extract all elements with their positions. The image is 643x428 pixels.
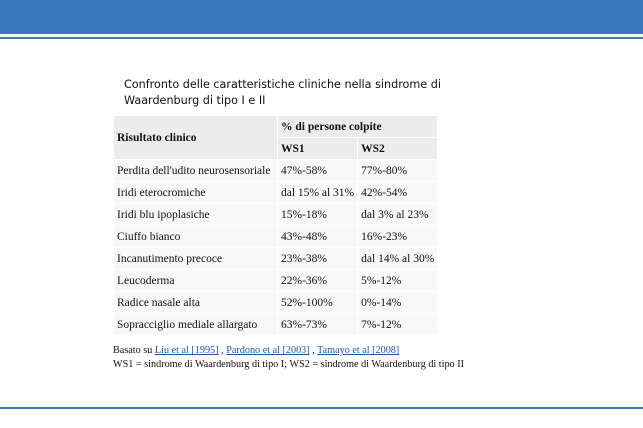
source-citation bbox=[113, 345, 399, 356]
source-link-tamayo[interactable]: Tamayo et al [2008] bbox=[317, 345, 400, 356]
header-affected-percent: % di persone colpite bbox=[278, 116, 438, 138]
footer-divider bbox=[0, 407, 643, 409]
source-separator: , bbox=[218, 345, 227, 356]
abbreviation-legend: WS1 = sindrome di Waardenburg di tipo I; WS2 = sindrome di Waardenburg di tipo II bbox=[113, 359, 464, 370]
row-ws2-value: 77%-80% bbox=[358, 160, 438, 182]
table-row bbox=[114, 204, 438, 226]
row-label: Sopracciglio mediale allargato bbox=[114, 314, 278, 336]
row-label: Iridi blu ipoplasiche bbox=[114, 204, 278, 226]
row-ws1-value: 52%-100% bbox=[278, 292, 358, 314]
row-label: Radice nasale alta bbox=[114, 292, 278, 314]
row-label: Leucoderma bbox=[114, 270, 278, 292]
row-ws2-value: dal 14% al 30% bbox=[358, 248, 438, 270]
table-row bbox=[114, 292, 438, 314]
header-ws1: WS1 bbox=[278, 138, 358, 160]
table-row bbox=[114, 226, 438, 248]
row-ws1-value: 23%-38% bbox=[278, 248, 358, 270]
row-ws2-value: 16%-23% bbox=[358, 226, 438, 248]
table-row bbox=[114, 248, 438, 270]
table-row bbox=[114, 314, 438, 336]
row-ws2-value: 7%-12% bbox=[358, 314, 438, 336]
row-ws1-value: 22%-36% bbox=[278, 270, 358, 292]
clinical-comparison-table bbox=[113, 115, 438, 336]
row-ws1-value: 47%-58% bbox=[278, 160, 358, 182]
row-ws1-value: 43%-48% bbox=[278, 226, 358, 248]
row-label: Ciuffo bianco bbox=[114, 226, 278, 248]
table-row bbox=[114, 160, 438, 182]
source-prefix: Basato su bbox=[113, 345, 153, 356]
table-row bbox=[114, 182, 438, 204]
header-outcome: Risultato clinico bbox=[114, 116, 278, 160]
table-title: Confronto delle caratteristiche cliniche nella sindrome di Waardenburg di tipo I e II bbox=[124, 78, 441, 107]
table-header-row bbox=[114, 116, 438, 138]
source-link-liu[interactable]: Liu et al [1995] bbox=[154, 345, 219, 356]
row-ws2-value: dal 3% al 23% bbox=[358, 204, 438, 226]
row-label: Iridi eterocromiche bbox=[114, 182, 278, 204]
header-ws2: WS2 bbox=[358, 138, 438, 160]
row-label: Incanutimento precoce bbox=[114, 248, 278, 270]
row-label: Perdita dell'udito neurosensoriale bbox=[114, 160, 278, 182]
row-ws2-value: 5%-12% bbox=[358, 270, 438, 292]
row-ws2-value: 42%-54% bbox=[358, 182, 438, 204]
source-separator: , bbox=[309, 345, 318, 356]
row-ws1-value: dal 15% al 31% bbox=[278, 182, 358, 204]
row-ws1-value: 15%-18% bbox=[278, 204, 358, 226]
source-link-pardono[interactable]: Pardono et al [2003] bbox=[226, 345, 310, 356]
header-divider bbox=[0, 37, 643, 39]
header-bar bbox=[0, 0, 643, 34]
row-ws2-value: 0%-14% bbox=[358, 292, 438, 314]
table-row bbox=[114, 270, 438, 292]
row-ws1-value: 63%-73% bbox=[278, 314, 358, 336]
